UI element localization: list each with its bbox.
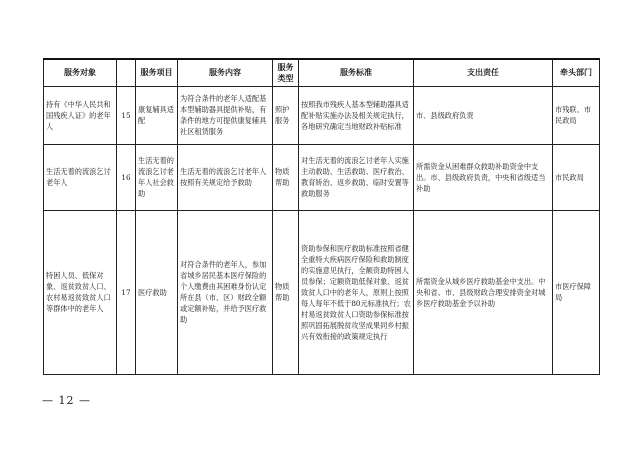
table-row (44, 86, 600, 144)
table-row (44, 210, 600, 374)
page-number: — 12 — (42, 394, 91, 407)
cell-content: 对符合条件的老年人，参加省城乡居民基本医疗保险的个人缴费由其困难身份认定所在县（市、区）财政全额或定额补贴，并给予医疗救助 (178, 210, 273, 374)
cell-target: 生活无着的流浪乞讨老年人 (44, 144, 117, 210)
header-payer: 支出责任 (414, 59, 553, 86)
header-dept: 牵头部门 (553, 59, 600, 86)
cell-dept: 市医疗保障局 (553, 210, 600, 374)
cell-target: 持有《中华人民共和国残疾人证》的老年人 (44, 86, 117, 144)
table-row (44, 144, 600, 210)
header-standard: 服务标准 (299, 59, 414, 86)
header-no (117, 59, 136, 86)
header-content: 服务内容 (178, 59, 273, 86)
header-target: 服务对象 (44, 59, 117, 86)
cell-no: 17 (117, 210, 136, 374)
cell-no: 16 (117, 144, 136, 210)
cell-standard: 对生活无着的流浪乞讨老年人实施主动救助、生活救助、医疗救治、教育矫治、返乡救助、临时安置等救助服务 (299, 144, 414, 210)
cell-standard: 按照我市残疾人基本型辅助器具适配补贴实施办法及相关规定执行，各地研究确定当地财政补贴标准 (299, 86, 414, 144)
cell-payer: 所需资金从困难群众救助补助资金中支出。市、县级政府负责，中央和省级适当补助 (414, 144, 553, 210)
cell-type: 物质帮助 (273, 210, 299, 374)
cell-type: 照护服务 (273, 86, 299, 144)
cell-target: 特困人员、低保对象、返贫致贫人口、农村易返贫致贫人口等群体中的老年人 (44, 210, 117, 374)
cell-item: 康复辅具适配 (136, 86, 178, 144)
cell-payer: 所需资金从城乡医疗救助基金中支出。中央和省、市、县级财政合理安排资金对城乡医疗救助基金予以补助 (414, 210, 553, 374)
cell-dept: 市民政局 (553, 144, 600, 210)
cell-payer: 市、县级政府负责 (414, 86, 553, 144)
cell-standard: 资助参保和医疗救助标准按照省健全重特大疾病医疗保险和救助制度的实施意见执行，全额资助特困人员参保；定额资助低保对象、返贫致贫人口中的老年人，原则上按照每人每年不低于80元标准执行；农村易返贫致贫人口资助参保标准按照巩固拓展脱贫攻坚成果同乡村振兴有效衔接的政策规定执行 (299, 210, 414, 374)
cell-no: 15 (117, 86, 136, 144)
cell-item: 医疗救助 (136, 210, 178, 374)
header-item: 服务项目 (136, 59, 178, 86)
cell-content: 为符合条件的老年人适配基本型辅助器具提供补贴，有条件的地方可提供康复辅具社区租赁服务 (178, 86, 273, 144)
table-header-row (44, 59, 600, 86)
cell-dept: 市残联、市民政局 (553, 86, 600, 144)
header-type: 服务类型 (273, 59, 299, 86)
service-table (43, 58, 600, 375)
cell-type: 物质帮助 (273, 144, 299, 210)
cell-content: 生活无着的流浪乞讨老年人按照有关规定给予救助 (178, 144, 273, 210)
cell-item: 生活无着的流浪乞讨老年人社会救助 (136, 144, 178, 210)
